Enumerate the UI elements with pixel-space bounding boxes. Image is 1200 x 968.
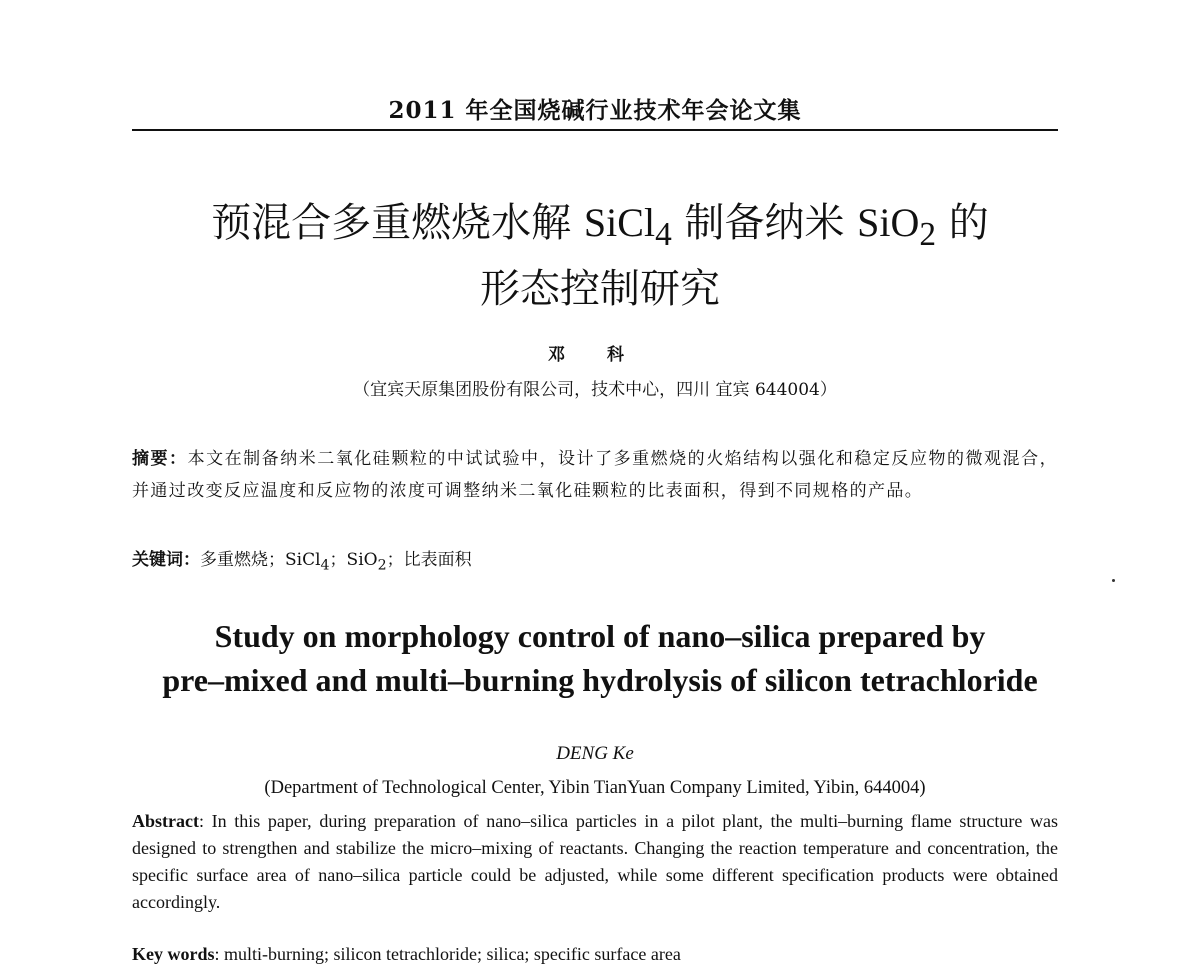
scan-artifact-dot [1112, 579, 1115, 582]
chinese-abstract-text: 本文在制备纳米二氧化硅颗粒的中试试验中，设计了多重燃烧的火焰结构以强化和稳定反应物的微观混合，并通过改变反应温度和反应物的浓度可调整纳米二氧化硅颗粒的比表面积，得到不同规格的产品。 [132, 449, 1058, 501]
english-title [100, 614, 1100, 702]
formula-sicl4: SiCl$_4$ [583, 200, 672, 253]
keyword: 比表面积 [403, 550, 472, 570]
chinese-title-line-1 [100, 196, 1100, 262]
chinese-keywords-label: 关键词： [132, 550, 200, 570]
title-text: 预混合多重燃烧水解 [211, 200, 584, 246]
chinese-title [100, 196, 1100, 316]
running-header: 2011 年全国烧碱行业技术年会论文集 [388, 97, 802, 124]
title-text: 的 [936, 200, 989, 246]
english-abstract-label: Abstract [132, 811, 199, 831]
english-title-line-2: pre–mixed and multi–burning hydrolysis of silicon tetrachloride [162, 662, 1038, 698]
english-keywords [132, 941, 1058, 964]
english-affiliation: (Department of Technological Center, Yibin TianYuan Company Limited, Yibin, 644004) [264, 778, 926, 798]
english-abstract [132, 808, 1058, 916]
keyword: 多重燃烧； [200, 550, 285, 570]
formula-sio2: SiO$_2$ [857, 200, 937, 253]
keyword: SiCl$_4$ [285, 550, 330, 574]
keyword: SiO$_2$ [346, 550, 387, 574]
chinese-keywords: 关键词：多重燃烧；SiCl$_4$；SiO$_2$；比表面积 [132, 550, 472, 574]
chinese-author: 邓 科 [548, 345, 642, 365]
english-title-line-1: Study on morphology control of nano–silica prepared by [214, 618, 986, 654]
chinese-affiliation: （宜宾天原集团股份有限公司，技术中心，四川 宜宾 644004） [353, 380, 837, 400]
title-text: 制备纳米 [671, 200, 858, 246]
header-rule [132, 129, 1058, 131]
english-author: DENG Ke [556, 743, 634, 764]
english-abstract-text: : In this paper, during preparation of nano–silica particles in a pilot plant, the multi–burning flame structure was designed to strengthen and stabilize the micro–mixing of reactants. Changing the reaction temperature and concentration, the specific surface area of nano–silica particle could be adjusted, while some different specification products were obtained accordingly. [132, 811, 1058, 912]
chinese-abstract-label: 摘要： [132, 449, 188, 469]
english-keywords-label: Key words [132, 944, 215, 964]
chinese-title-line-2: 形态控制研究 [480, 266, 720, 312]
chinese-abstract [132, 443, 1058, 507]
english-keywords-text: : multi-burning; silicon tetrachloride; silica; specific surface area [214, 944, 681, 964]
